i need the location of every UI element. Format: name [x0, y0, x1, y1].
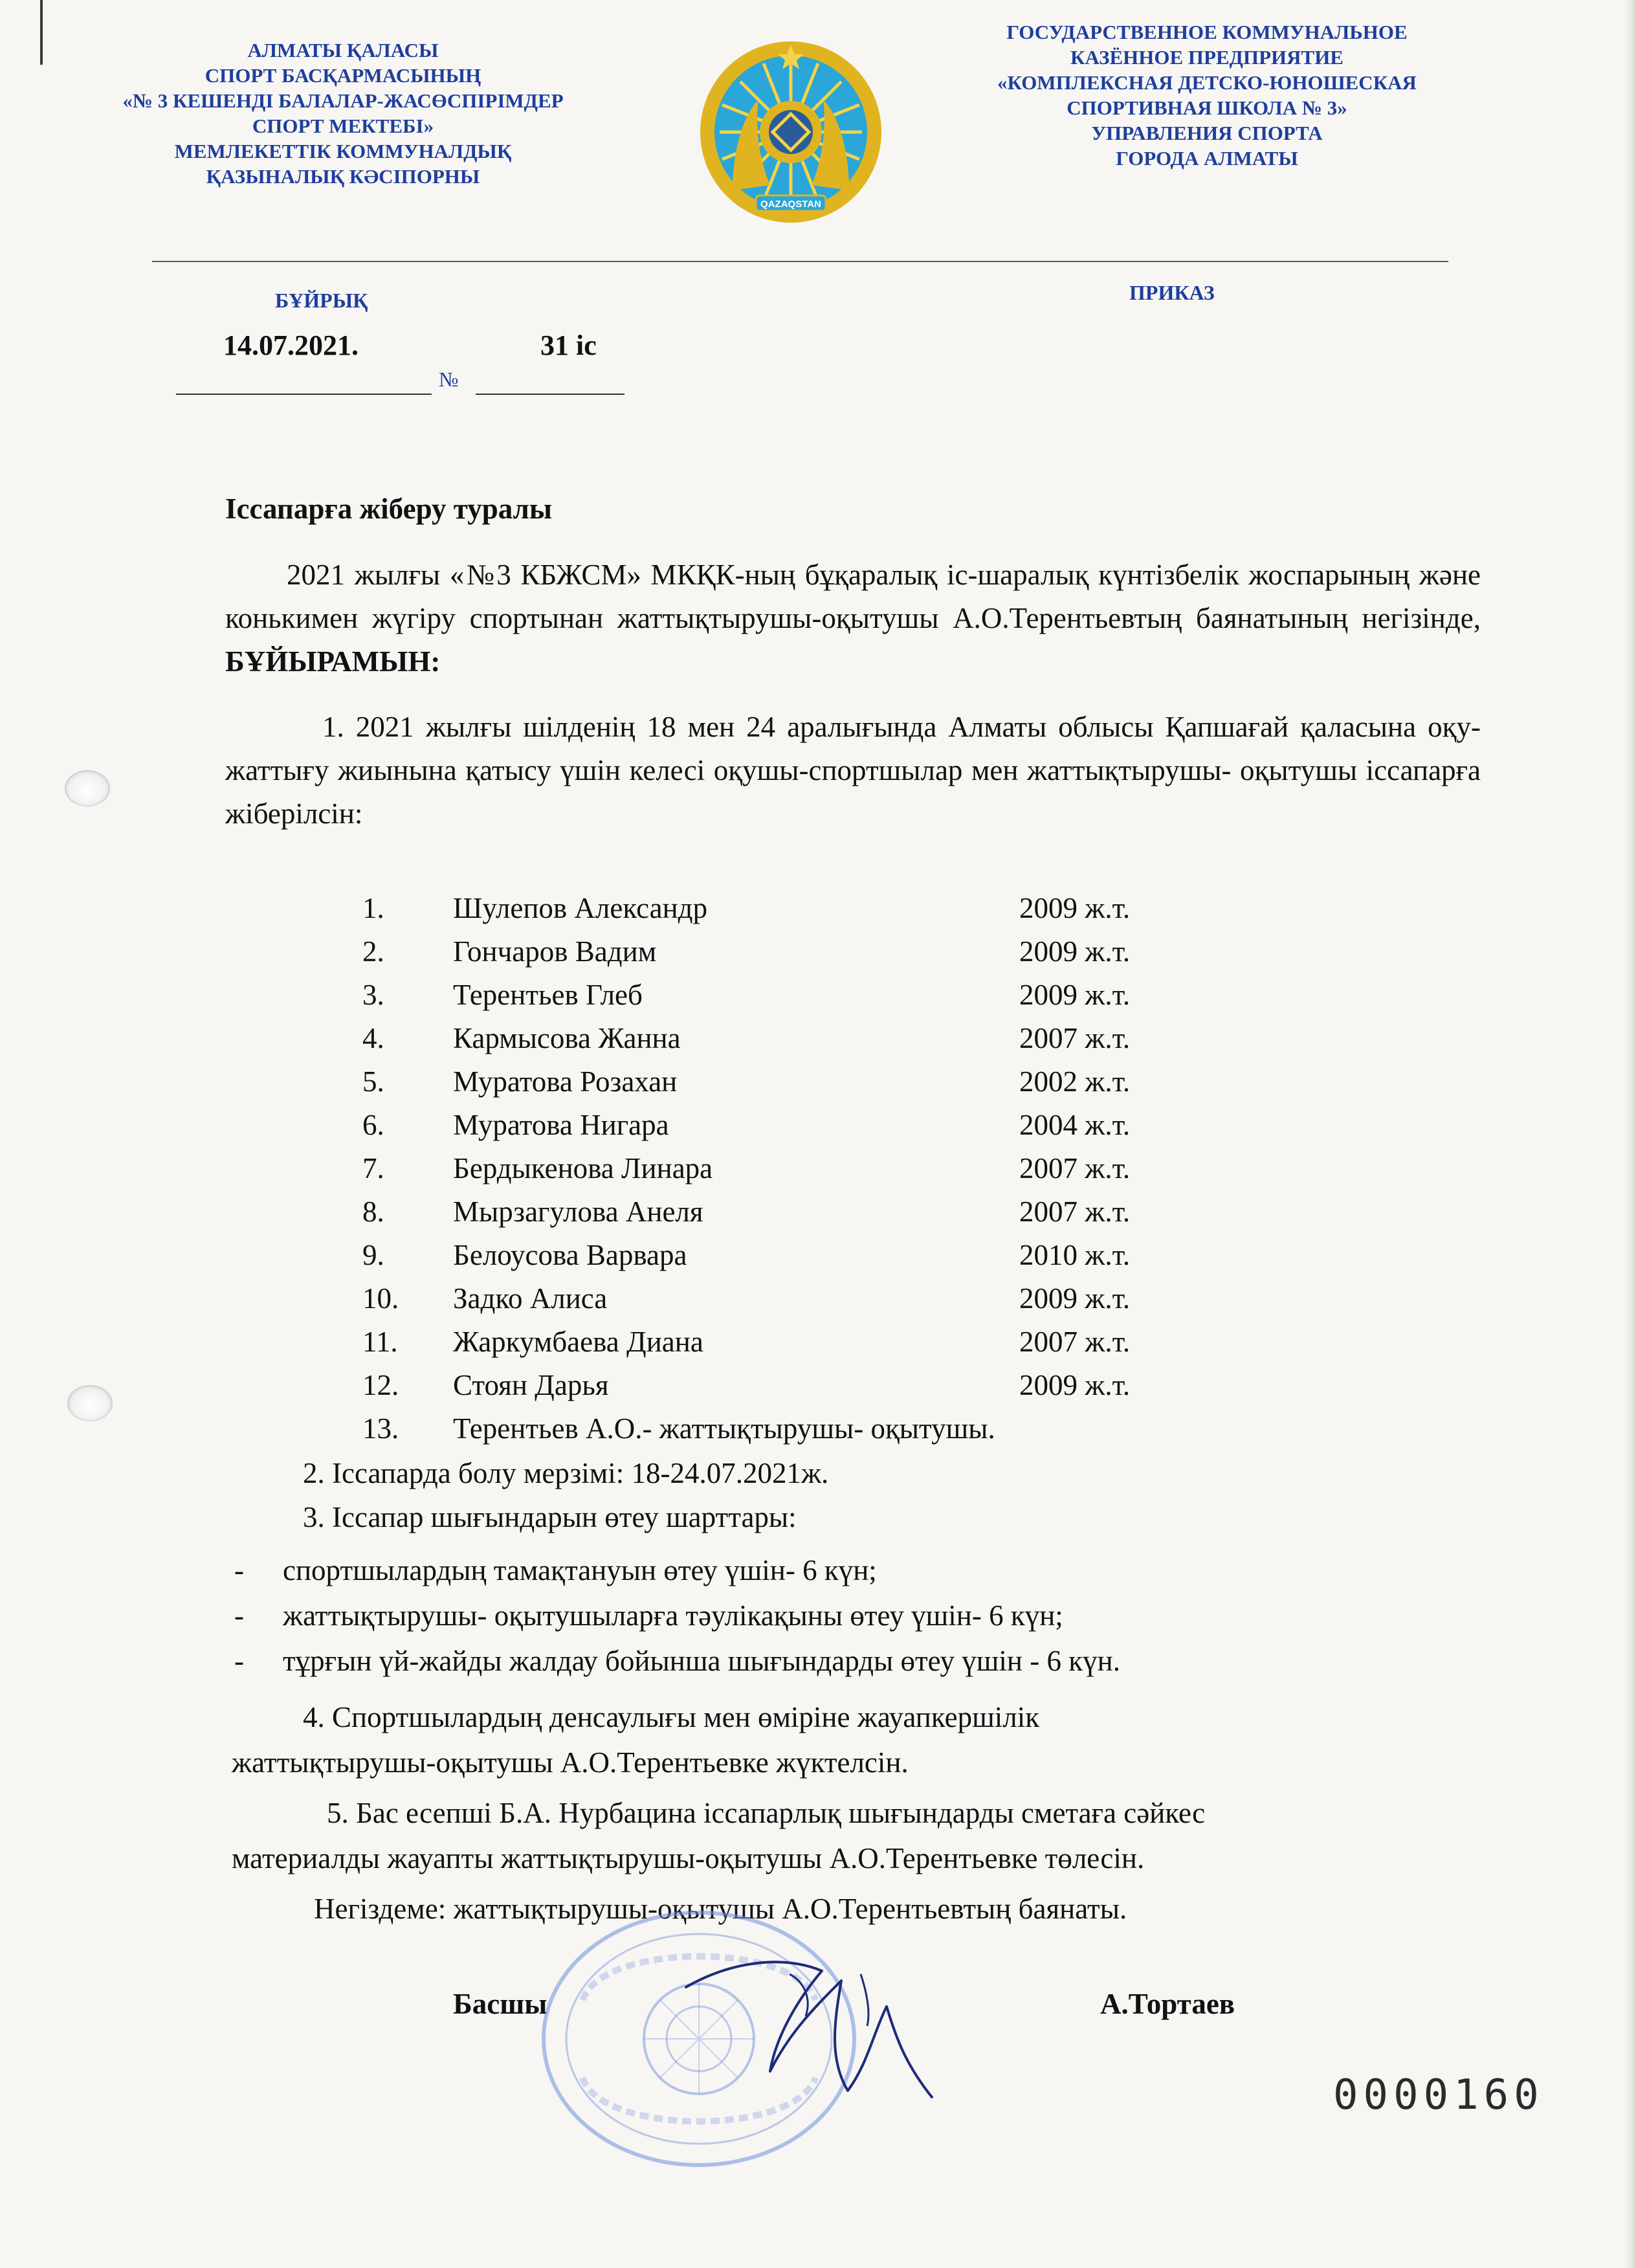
scan-page-shadow — [1624, 0, 1636, 2268]
participant-name: Терентьев Глеб — [453, 979, 643, 1011]
participant-num: 7. — [362, 1152, 384, 1184]
handwritten-signature — [673, 1935, 945, 2129]
order-subject: Іссапарға жіберу туралы — [225, 493, 553, 525]
basis-line: Негіздеме: жаттықтырушы-оқытушы А.О.Терентьевтың баянаты. — [314, 1893, 1127, 1925]
organization-name-kz — [78, 38, 608, 189]
org-kz-line: ҚАЗЫНАЛЫҚ КӘСІПОРНЫ — [206, 165, 480, 188]
participant-num: 8. — [362, 1195, 384, 1228]
org-kz-line: МЕМЛЕКЕТТІК КОММУНАЛДЫҚ — [174, 140, 512, 162]
item1-text: 1. 2021 жылғы шілденің 18 мен 24 аралығында Алматы облысы Қапшағай қаласына оқу-жаттығу жиынына қатысу үшін келесі оқушы-спортшылар мен жаттықтырушы- оқытушы іссапарға жіберілсін: — [225, 711, 1481, 830]
participant-num: 1. — [362, 892, 384, 924]
org-ru-line: ГОСУДАРСТВЕННОЕ КОММУНАЛЬНОЕ — [1006, 21, 1408, 43]
participant-year: 2002 ж.т. — [1019, 1065, 1131, 1098]
intro-paragraph — [225, 553, 1481, 684]
order-date: 14.07.2021. — [223, 329, 359, 361]
participant-name: Бердыкенова Линара — [453, 1152, 713, 1184]
state-emblem — [694, 35, 888, 229]
participant-year: 2009 ж.т. — [1019, 1369, 1131, 1401]
participant-num: 5. — [362, 1065, 384, 1098]
org-kz-line: СПОРТ МЕКТЕБІ» — [252, 115, 434, 137]
participant-name: Муратова Нигара — [453, 1109, 669, 1141]
org-kz-line: СПОРТ БАСҚАРМАСЫНЫҢ — [204, 64, 481, 87]
participant-year: 2009 ж.т. — [1019, 892, 1131, 924]
participant-name: Терентьев А.О.- жаттықтырушы- оқытушы. — [453, 1412, 995, 1445]
date-underline — [176, 392, 432, 395]
order-item-4-line2: жаттықтырушы-оқытушы А.О.Терентьевке жүктелсін. — [232, 1746, 909, 1779]
number-underline — [476, 392, 625, 395]
participant-year: 2009 ж.т. — [1019, 1282, 1131, 1315]
bullet-text: спортшылардың тамақтануын өтеу үшін- 6 күн; — [283, 1554, 877, 1586]
punch-hole — [67, 1385, 113, 1421]
participant-year: 2007 ж.т. — [1019, 1195, 1131, 1228]
participant-num: 3. — [362, 979, 384, 1011]
order-item-4-line1: 4. Спортшылардың денсаулығы мен өміріне жауапкершілік — [303, 1701, 1040, 1733]
participant-year: 2007 ж.т. — [1019, 1152, 1131, 1184]
participant-year: 2004 ж.т. — [1019, 1109, 1131, 1141]
order-item-5-line2: материалды жауапты жаттықтырушы-оқытушы А.О.Терентьевке төлесін. — [232, 1842, 1145, 1874]
intro-text: 2021 жылғы «№3 КБЖСМ» МКҚК-ның бұқаралық іс-шаралық күнтізбелік жоспарының және конькимен жүгіру спортынан жаттықтырушы-оқытушы А.О.Терентьевтың баянатының негізінде, — [225, 559, 1481, 634]
signatory-name: А.Тортаев — [1100, 1988, 1235, 2020]
expense-bullet: - спортшылардың тамақтануын өтеу үшін- 6 күн; — [234, 1554, 877, 1586]
org-kz-line: АЛМАТЫ ҚАЛАСЫ — [247, 39, 439, 61]
document-serial-number: 0000160 — [1333, 2071, 1544, 2119]
participant-num: 11. — [362, 1326, 398, 1358]
bullet-text: тұрғын үй-жайды жалдау бойынша шығындарды өтеу үшін - 6 күн. — [283, 1645, 1120, 1677]
participant-year: 2010 ж.т. — [1019, 1239, 1131, 1271]
org-ru-line: СПОРТИВНАЯ ШКОЛА № 3» — [1067, 96, 1347, 119]
participant-num: 6. — [362, 1109, 384, 1141]
header-divider — [152, 261, 1448, 262]
org-ru-line: УПРАВЛЕНИЯ СПОРТА — [1091, 122, 1323, 144]
expense-bullet: - жаттықтырушы- оқытушыларға тәулікақыны өтеу үшін- 6 күн; — [234, 1599, 1063, 1632]
doc-type-ru: ПРИКАЗ — [1129, 281, 1215, 304]
number-sign: № — [439, 368, 459, 391]
order-word: БҰЙЫРАМЫН: — [225, 645, 441, 678]
org-ru-line: «КОМПЛЕКСНАЯ ДЕТСКО-ЮНОШЕСКАЯ — [997, 71, 1417, 94]
participant-name: Мырзагулова Анеля — [453, 1195, 703, 1228]
org-ru-line: КАЗЁННОЕ ПРЕДПРИЯТИЕ — [1070, 46, 1343, 69]
emblem-caption: QAZAQSTAN — [760, 199, 821, 210]
participant-name: Задко Алиса — [453, 1282, 608, 1315]
order-number: 31 іс — [540, 329, 597, 361]
participant-name: Стоян Дарья — [453, 1369, 609, 1401]
signatory-title: Басшы — [453, 1988, 547, 2020]
participant-name: Жаркумбаева Диана — [453, 1326, 703, 1358]
bullet-text: жаттықтырушы- оқытушыларға тәулікақыны өтеу үшін- 6 күн; — [283, 1599, 1063, 1632]
order-item-3: 3. Іссапар шығындарын өтеу шарттары: — [303, 1501, 797, 1533]
order-item-5-line1: 5. Бас есепші Б.А. Нурбацина іссапарлық шығындарды сметаға сәйкес — [327, 1797, 1206, 1829]
participant-num: 9. — [362, 1239, 384, 1271]
participant-name: Белоусова Варвара — [453, 1239, 687, 1271]
participant-num: 13. — [362, 1412, 399, 1445]
participant-name: Кармысова Жанна — [453, 1022, 681, 1054]
participant-name: Шулепов Александр — [453, 892, 708, 924]
participant-num: 10. — [362, 1282, 399, 1315]
order-item-2: 2. Іссапарда болу мерзімі: 18-24.07.2021ж. — [303, 1457, 829, 1489]
emblem-shanyrak-center — [769, 110, 813, 154]
participant-name: Муратова Розахан — [453, 1065, 678, 1098]
participant-year: 2009 ж.т. — [1019, 935, 1131, 968]
participant-year: 2009 ж.т. — [1019, 979, 1131, 1011]
participant-num: 12. — [362, 1369, 399, 1401]
participant-year: 2007 ж.т. — [1019, 1326, 1131, 1358]
org-kz-line: «№ 3 КЕШЕНДІ БАЛАЛАР-ЖАСӨСПІРІМДЕР — [122, 89, 564, 112]
organization-name-ru — [929, 19, 1485, 171]
participant-name: Гончаров Вадим — [453, 935, 657, 968]
participant-num: 4. — [362, 1022, 384, 1054]
punch-hole — [65, 770, 110, 806]
participant-num: 2. — [362, 935, 384, 968]
order-item-1 — [225, 706, 1481, 836]
participant-year: 2007 ж.т. — [1019, 1022, 1131, 1054]
org-ru-line: ГОРОДА АЛМАТЫ — [1116, 147, 1298, 170]
doc-type-kz: БҰЙРЫҚ — [275, 289, 368, 312]
scan-edge-mark — [40, 0, 43, 65]
expense-bullet: - тұрғын үй-жайды жалдау бойынша шығындарды өтеу үшін - 6 күн. — [234, 1645, 1120, 1677]
